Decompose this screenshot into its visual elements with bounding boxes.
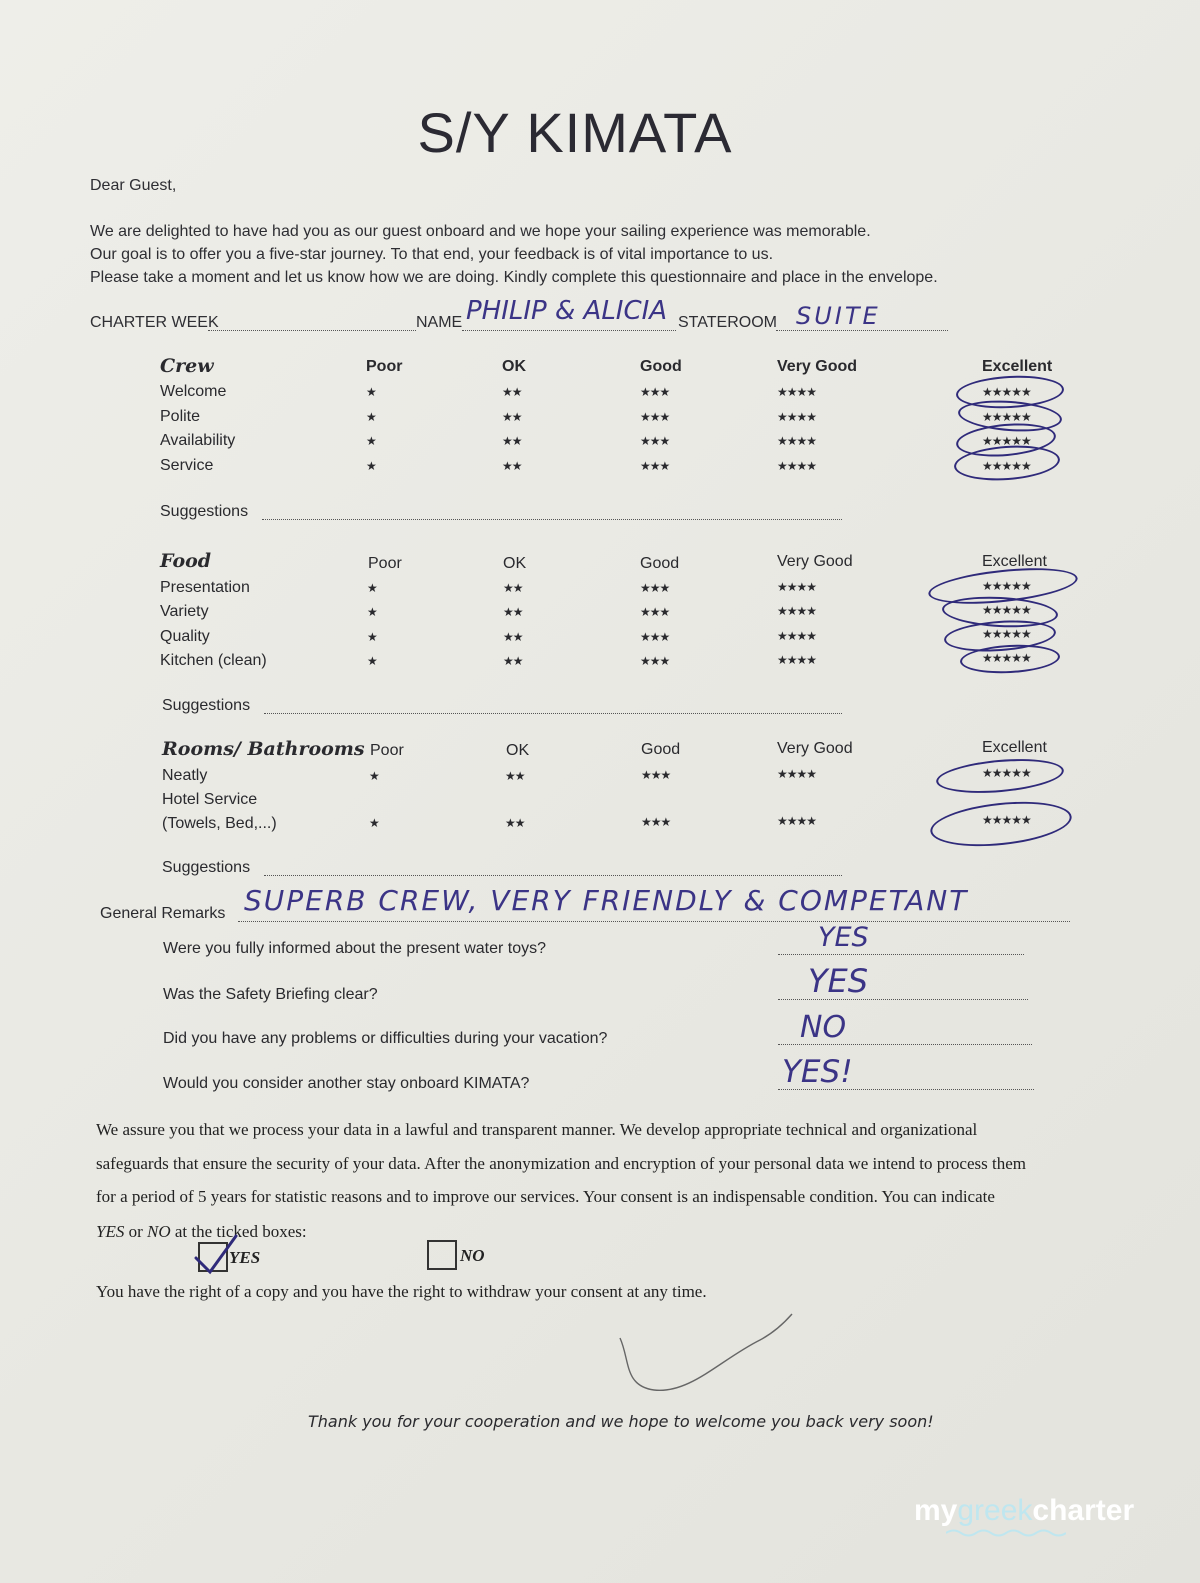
star-option[interactable]: ★ <box>366 410 376 424</box>
star-option[interactable]: ★★ <box>502 459 522 473</box>
star-option[interactable]: ★★★★ <box>777 580 817 594</box>
col-excellent: Excellent <box>982 739 1047 756</box>
star-option[interactable]: ★ <box>369 816 379 830</box>
document-title: S/Y KIMATA <box>417 101 733 164</box>
star-option[interactable]: ★★★★★ <box>982 385 1031 399</box>
star-option[interactable]: ★★★★ <box>777 629 817 643</box>
star-option[interactable]: ★★ <box>503 630 523 644</box>
star-option[interactable]: ★★★ <box>640 654 670 668</box>
row-label-hotel-service: Hotel Service <box>162 791 258 808</box>
consent-no-checkbox[interactable] <box>427 1240 457 1270</box>
question-3: Did you have any problems or difficulties during your vacation? <box>163 1030 608 1047</box>
rooms-suggestions-field[interactable] <box>264 874 842 876</box>
star-option[interactable]: ★★ <box>502 385 522 399</box>
star-option[interactable]: ★★★★ <box>777 459 817 473</box>
answer-2-handwritten: YES <box>808 962 869 1000</box>
general-remarks-handwritten: SUPERB CREW, VERY FRIENDLY & COMPETANT <box>244 884 969 917</box>
star-option[interactable]: ★★★ <box>640 459 670 473</box>
food-suggestions-field[interactable] <box>264 712 842 714</box>
star-option[interactable]: ★★★★★ <box>982 813 1031 827</box>
star-option[interactable]: ★★★★ <box>777 814 817 828</box>
question-1: Were you fully informed about the present water toys? <box>163 940 547 957</box>
col-poor: Poor <box>366 358 403 375</box>
name-label: NAME <box>416 314 463 331</box>
star-option[interactable]: ★ <box>367 581 377 595</box>
answer-field-1[interactable] <box>778 953 1024 955</box>
row-label-neatly: Neatly <box>162 767 208 784</box>
star-option[interactable]: ★★★ <box>640 434 670 448</box>
star-option[interactable]: ★★★ <box>640 630 670 644</box>
brand-watermark: mygreekcharter <box>914 1494 1135 1527</box>
selection-circle <box>935 754 1065 797</box>
question-4: Would you consider another stay onboard KIMATA? <box>163 1075 530 1092</box>
star-option[interactable]: ★ <box>367 630 377 644</box>
star-option[interactable]: ★★★ <box>641 768 671 782</box>
star-option[interactable]: ★★★ <box>640 581 670 595</box>
row-label-quality: Quality <box>160 628 210 645</box>
star-option[interactable]: ★★★★★ <box>982 410 1031 424</box>
star-option[interactable]: ★★★★ <box>777 434 817 448</box>
star-option[interactable]: ★★ <box>505 816 525 830</box>
col-ok: OK <box>506 742 530 759</box>
signature-scribble <box>610 1300 800 1400</box>
col-good: Good <box>640 358 682 375</box>
food-suggestions-label: Suggestions <box>162 697 251 714</box>
star-option[interactable]: ★★ <box>503 605 523 619</box>
privacy-line-2: safeguards that ensure the security of your data. After the anonymization and encryption of your personal data we intend to process them <box>96 1154 1026 1173</box>
col-poor: Poor <box>370 742 404 759</box>
star-option[interactable]: ★★★★ <box>777 653 817 667</box>
star-option[interactable]: ★★ <box>503 654 523 668</box>
general-remarks-label: General Remarks <box>100 905 226 922</box>
crew-suggestions-field[interactable] <box>262 518 842 520</box>
star-option[interactable]: ★ <box>366 434 376 448</box>
star-option[interactable]: ★★★★ <box>777 767 817 781</box>
star-option[interactable]: ★★★★ <box>777 385 817 399</box>
general-remarks-field[interactable] <box>238 920 1070 922</box>
row-label-towels-bed: (Towels, Bed,...) <box>162 815 277 832</box>
star-option[interactable]: ★★★★★ <box>982 627 1031 641</box>
star-option[interactable]: ★ <box>366 385 376 399</box>
consent-yes-label: YES <box>229 1248 261 1267</box>
name-handwritten: PHILIP & ALICIA <box>466 296 668 326</box>
star-option[interactable]: ★★ <box>502 434 522 448</box>
star-option[interactable]: ★★★★★ <box>982 651 1031 665</box>
intro-line-1: We are delighted to have had you as our guest onboard and we hope your sailing experience was memorable. <box>90 223 871 240</box>
greeting: Dear Guest, <box>90 177 177 194</box>
answer-1-handwritten: YES <box>818 922 869 953</box>
row-label-kitchen: Kitchen (clean) <box>160 652 267 669</box>
row-label-service: Service <box>160 457 214 474</box>
col-ok: OK <box>503 555 527 572</box>
star-option[interactable]: ★★★★★ <box>982 603 1031 617</box>
col-very-good: Very Good <box>777 553 853 570</box>
star-option[interactable]: ★★★ <box>640 385 670 399</box>
star-option[interactable]: ★★★★ <box>777 410 817 424</box>
star-option[interactable]: ★ <box>367 654 377 668</box>
star-option[interactable]: ★ <box>366 459 376 473</box>
star-option[interactable]: ★★★ <box>641 815 671 829</box>
charter-week-label: CHARTER WEEK <box>90 314 219 331</box>
rooms-suggestions-label: Suggestions <box>162 859 251 876</box>
privacy-line-4: YES or NO at the ticked boxes: <box>96 1222 307 1241</box>
star-option[interactable]: ★★ <box>503 581 523 595</box>
row-label-availability: Availability <box>160 432 236 449</box>
selection-circle <box>928 796 1074 853</box>
wave-icon <box>946 1528 1066 1538</box>
consent-no-label: NO <box>460 1246 485 1265</box>
col-ok: OK <box>502 358 526 375</box>
stateroom-label: STATEROOM <box>678 314 777 331</box>
col-good: Good <box>640 555 680 572</box>
star-option[interactable]: ★★ <box>502 410 522 424</box>
col-poor: Poor <box>368 555 402 572</box>
star-option[interactable]: ★★★★★ <box>982 434 1031 448</box>
intro-line-3: Please take a moment and let us know how we are doing. Kindly complete this questionnaire and place in the envelope. <box>90 269 938 286</box>
star-option[interactable]: ★ <box>369 769 379 783</box>
star-option[interactable]: ★★★ <box>640 605 670 619</box>
question-2: Was the Safety Briefing clear? <box>163 986 378 1003</box>
star-option[interactable]: ★★★★★ <box>982 459 1031 473</box>
stateroom-handwritten: SUITE <box>796 302 881 330</box>
col-excellent: Excellent <box>982 358 1053 375</box>
row-label-variety: Variety <box>160 603 209 620</box>
rights-statement: You have the right of a copy and you have the right to withdraw your consent at any time. <box>96 1282 707 1301</box>
star-option[interactable]: ★★★★★ <box>982 766 1031 780</box>
star-option[interactable]: ★★ <box>505 769 525 783</box>
section-title-crew: Crew <box>160 355 214 377</box>
star-option[interactable]: ★★★★★ <box>982 579 1031 593</box>
answer-4-handwritten: YES! <box>782 1054 853 1090</box>
intro-line-2: Our goal is to offer you a five-star journey. To that end, your feedback is of vital importance to us. <box>90 246 774 263</box>
privacy-line-1: We assure you that we process your data in a lawful and transparent manner. We develop appropriate technical and organizational <box>96 1120 978 1139</box>
col-very-good: Very Good <box>777 740 853 757</box>
col-good: Good <box>641 741 681 758</box>
star-option[interactable]: ★★★★ <box>777 604 817 618</box>
privacy-line-3: for a period of 5 years for statistic reasons and to improve our services. Your consent is an indispensable condition. You can indicate <box>96 1187 995 1206</box>
row-label-welcome: Welcome <box>160 383 227 400</box>
row-label-presentation: Presentation <box>160 579 250 596</box>
name-field[interactable] <box>462 329 676 331</box>
answer-3-handwritten: NO <box>800 1010 847 1045</box>
star-option[interactable]: ★ <box>367 605 377 619</box>
charter-week-field[interactable] <box>208 329 416 331</box>
crew-suggestions-label: Suggestions <box>160 503 249 520</box>
col-excellent: Excellent <box>982 553 1047 570</box>
footer-thank-you: Thank you for your cooperation and we hope to welcome you back very soon! <box>308 1412 934 1431</box>
star-option[interactable]: ★★★ <box>640 410 670 424</box>
row-label-polite: Polite <box>160 408 201 425</box>
section-title-rooms: Rooms/ Bathrooms <box>162 738 365 760</box>
section-title-food: Food <box>160 550 212 572</box>
col-very-good: Very Good <box>777 358 858 375</box>
